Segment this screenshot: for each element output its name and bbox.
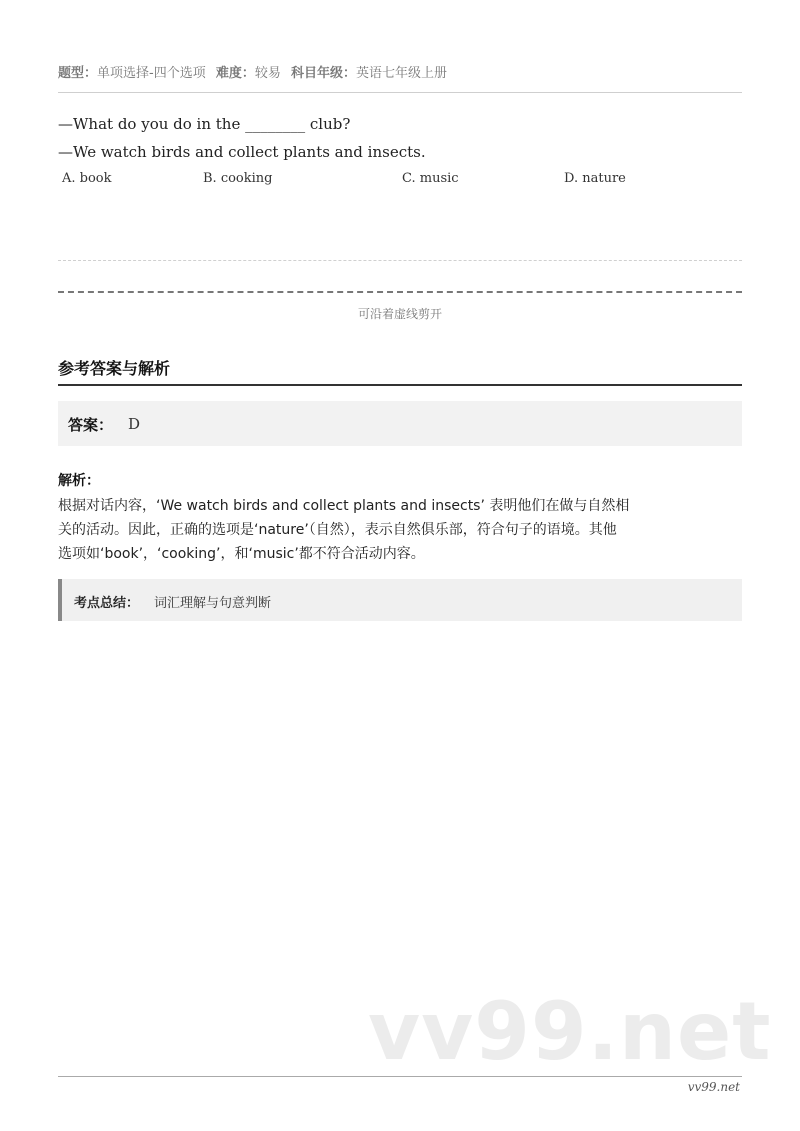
section-title: 参考答案与解析: [58, 359, 171, 378]
option-d: D. nature: [564, 171, 626, 186]
cut-hint: 可沿着虚线剪开: [357, 307, 442, 321]
type-value: 单项选择-四个选项: [97, 66, 206, 81]
answer-box: [58, 401, 742, 446]
option-a: A. book: [62, 171, 112, 186]
footer-site: vv99.net: [687, 1080, 740, 1094]
question-line-1: —What do you do in the ________ club?: [58, 115, 351, 133]
type-label: 题型：: [58, 66, 98, 81]
section-divider: [58, 384, 742, 386]
answer-value: D: [128, 415, 141, 433]
meta-divider: [58, 92, 742, 93]
difficulty-label: 难度：: [215, 66, 255, 81]
cut-line: [58, 291, 742, 293]
key-point-value: 词汇理解与句意判断: [154, 596, 272, 611]
difficulty-value: 较易: [254, 66, 281, 81]
analysis-line-3: 选项如‘book’，‘cooking’，和‘music’都不符合活动内容。: [58, 546, 425, 562]
grade-value: 英语七年级上册: [356, 66, 448, 81]
watermark: vv99.net: [368, 985, 772, 1078]
option-c: C. music: [402, 171, 459, 186]
key-point-box: [58, 579, 742, 621]
answer-label: 答案：: [68, 416, 114, 434]
question-meta: [58, 62, 453, 81]
light-dashed-divider: [58, 260, 742, 261]
analysis-line-2: 关的活动。因此，正确的选项是‘nature’（自然），表示自然俱乐部，符合句子的语境。其他: [58, 522, 617, 538]
key-point-label: 考点总结：: [74, 596, 140, 611]
footer-divider: [58, 1076, 742, 1077]
question-line-2: —We watch birds and collect plants and insects.: [58, 143, 426, 161]
analysis-line-1: 根据对话内容，‘We watch birds and collect plants and insects’ 表明他们在做与自然相: [58, 498, 630, 514]
analysis-label: 解析：: [58, 473, 100, 489]
option-b: B. cooking: [203, 171, 273, 186]
grade-label: 科目年级：: [291, 66, 357, 81]
